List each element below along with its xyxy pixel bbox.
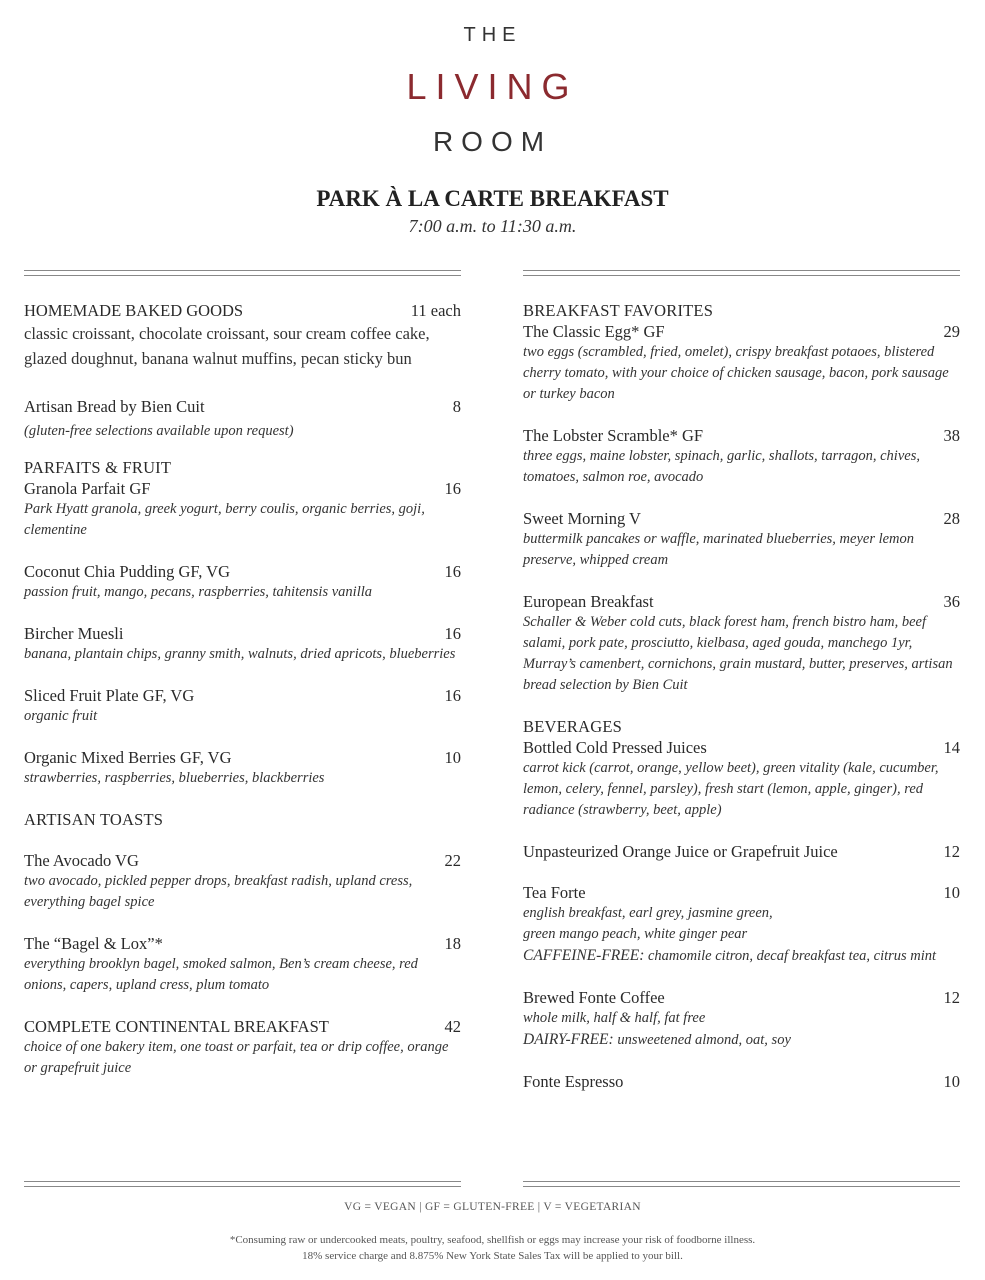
artisan-bread-note: (gluten-free selections available upon request)	[24, 423, 294, 439]
item-name: The Avocado VG	[24, 851, 139, 870]
bottom-rule-right	[523, 1181, 960, 1187]
logo-the: THE	[463, 24, 522, 46]
item-name: The “Bagel & Lox”*	[24, 934, 163, 953]
item-desc: green mango peach, white ginger pear	[523, 926, 748, 942]
list-item	[24, 685, 461, 727]
item-desc: Park Hyatt granola, greek yogurt, berry coulis, organic berries, goji, clementine	[24, 501, 425, 538]
list-item	[523, 591, 960, 696]
caps-label: DAIRY-FREE:	[523, 1031, 614, 1048]
item-name: Tea Forte	[523, 883, 586, 902]
top-rule-right	[523, 270, 960, 276]
list-item	[523, 882, 960, 967]
artisan-bread-item	[24, 396, 461, 442]
list-item	[523, 737, 960, 821]
item-name: Sweet Morning V	[523, 509, 641, 528]
item-price: 22	[444, 851, 461, 870]
item-price: 12	[943, 988, 960, 1007]
item-desc: strawberries, raspberries, blueberries, blackberries	[24, 770, 325, 786]
list-item	[24, 561, 461, 603]
item-name: Bircher Muesli	[24, 624, 124, 643]
item-desc: banana, plantain chips, granny smith, walnuts, dried apricots, blueberries	[24, 646, 456, 662]
list-item	[523, 425, 960, 488]
caffeine-free-note	[523, 945, 960, 967]
item-desc: whole milk, half & half, fat free	[523, 1010, 706, 1026]
baked-goods-price: 11 each	[410, 301, 461, 320]
item-desc: carrot kick (carrot, orange, yellow beet), green vitality (kale, cucumber, lemon, celery, fennel, parsley), fresh start (lemon, apple, ginger), red radiance (strawberry, beet, apple)	[523, 760, 939, 818]
item-price: 8	[452, 397, 461, 416]
baked-goods-desc: classic croissant, chocolate croissant, sour cream coffee cake, glazed doughnut, banana walnut muffins, pecan sticky bun	[24, 324, 430, 368]
menu-title: PARK À LA CARTE BREAKFAST	[316, 186, 669, 211]
logo-living: LIVING	[406, 66, 579, 107]
baked-goods-title: HOMEMADE BAKED GOODS	[24, 301, 244, 320]
list-item	[523, 1071, 960, 1092]
favorites-title: BREAKFAST FAVORITES	[523, 301, 714, 320]
item-price: 10	[444, 748, 461, 767]
beverages-title: BEVERAGES	[523, 717, 622, 736]
item-price: 38	[943, 426, 960, 445]
list-item	[24, 478, 461, 541]
item-price: 42	[444, 1017, 461, 1036]
item-desc: choice of one bakery item, one toast or parfait, tea or drip coffee, orange or grapefruit juice	[24, 1039, 449, 1076]
list-item	[24, 623, 461, 665]
item-price: 28	[943, 509, 960, 528]
baked-goods-section	[24, 300, 461, 371]
item-desc: three eggs, maine lobster, spinach, garlic, shallots, tarragon, chives, tomatoes, salmon roe, avocado	[523, 448, 920, 485]
item-price: 29	[943, 322, 960, 341]
list-item	[24, 850, 461, 913]
item-name: The Lobster Scramble* GF	[523, 426, 704, 445]
item-desc: buttermilk pancakes or waffle, marinated blueberries, meyer lemon preserve, whipped cream	[523, 531, 915, 568]
list-item	[523, 841, 960, 862]
item-name: Sliced Fruit Plate GF, VG	[24, 686, 195, 705]
item-name: COMPLETE CONTINENTAL BREAKFAST	[24, 1017, 329, 1036]
bottom-rule-left	[24, 1181, 461, 1187]
item-name: Fonte Espresso	[523, 1072, 624, 1091]
caps-rest: chamomile citron, decaf breakfast tea, citrus mint	[644, 948, 937, 964]
caps-rest: unsweetened almond, oat, soy	[613, 1032, 791, 1048]
toasts-title: ARTISAN TOASTS	[24, 810, 164, 829]
item-desc: passion fruit, mango, pecans, raspberries, tahitensis vanilla	[24, 584, 372, 600]
logo-room: ROOM	[432, 126, 553, 157]
item-price: 16	[444, 624, 461, 643]
list-item	[523, 987, 960, 1051]
menu-hours: 7:00 a.m. to 11:30 a.m.	[408, 216, 577, 236]
item-price: 10	[943, 1072, 960, 1091]
item-price: 36	[943, 592, 960, 611]
continental-breakfast	[24, 1016, 461, 1079]
item-name: The Classic Egg* GF	[523, 322, 665, 341]
item-name: Brewed Fonte Coffee	[523, 988, 665, 1007]
tax-disclaimer: 18% service charge and 8.875% New York State Sales Tax will be applied to your bill.	[302, 1250, 683, 1262]
list-item	[24, 747, 461, 789]
item-desc: organic fruit	[24, 708, 98, 724]
item-name: Granola Parfait GF	[24, 479, 151, 498]
item-name: Bottled Cold Pressed Juices	[523, 738, 707, 757]
item-price: 16	[444, 562, 461, 581]
item-desc: everything brooklyn bagel, smoked salmon, Ben’s cream cheese, red onions, capers, upland cress, plum tomato	[24, 956, 418, 993]
item-desc: Schaller & Weber cold cuts, black forest ham, french bistro ham, beef salami, pork pate, prosciutto, kielbasa, aged gouda, manchego 1yr, Murray’s camenbert, cornichons, grain mustard, butter, preserves, artisan bread selection by Bien Cuit	[523, 614, 953, 693]
item-name: European Breakfast	[523, 592, 654, 611]
item-name: Artisan Bread by Bien Cuit	[24, 397, 205, 416]
parfaits-title: PARFAITS & FRUIT	[24, 458, 172, 477]
item-price: 18	[444, 934, 461, 953]
dairy-free-note	[523, 1029, 960, 1051]
item-price: 12	[943, 842, 960, 861]
item-price: 16	[444, 686, 461, 705]
item-price: 14	[943, 738, 960, 757]
health-disclaimer: *Consuming raw or undercooked meats, poultry, seafood, shellfish or eggs may increase your risk of foodborne illness.	[229, 1234, 756, 1246]
left-column	[24, 300, 461, 1079]
item-name: Unpasteurized Orange Juice or Grapefruit Juice	[523, 842, 838, 861]
item-desc: two eggs (scrambled, fried, omelet), crispy breakfast potaoes, blistered cherry tomato, with your choice of chicken sausage, bacon, pork sausage or turkey bacon	[523, 344, 949, 402]
list-item	[523, 508, 960, 571]
item-desc: english breakfast, earl grey, jasmine green,	[523, 905, 773, 921]
top-rule-left	[24, 270, 461, 276]
item-desc: two avocado, pickled pepper drops, breakfast radish, upland cress, everything bagel spice	[24, 873, 413, 910]
item-name: Coconut Chia Pudding GF, VG	[24, 562, 231, 581]
right-column	[523, 300, 960, 1092]
list-item	[24, 933, 461, 996]
item-name: Organic Mixed Berries GF, VG	[24, 748, 232, 767]
item-price: 10	[943, 883, 960, 902]
dietary-legend: VG = VEGAN | GF = GLUTEN-FREE | V = VEGETARIAN	[344, 1201, 641, 1213]
list-item	[523, 321, 960, 405]
caps-label: CAFFEINE-FREE:	[523, 947, 645, 964]
item-price: 16	[444, 479, 461, 498]
